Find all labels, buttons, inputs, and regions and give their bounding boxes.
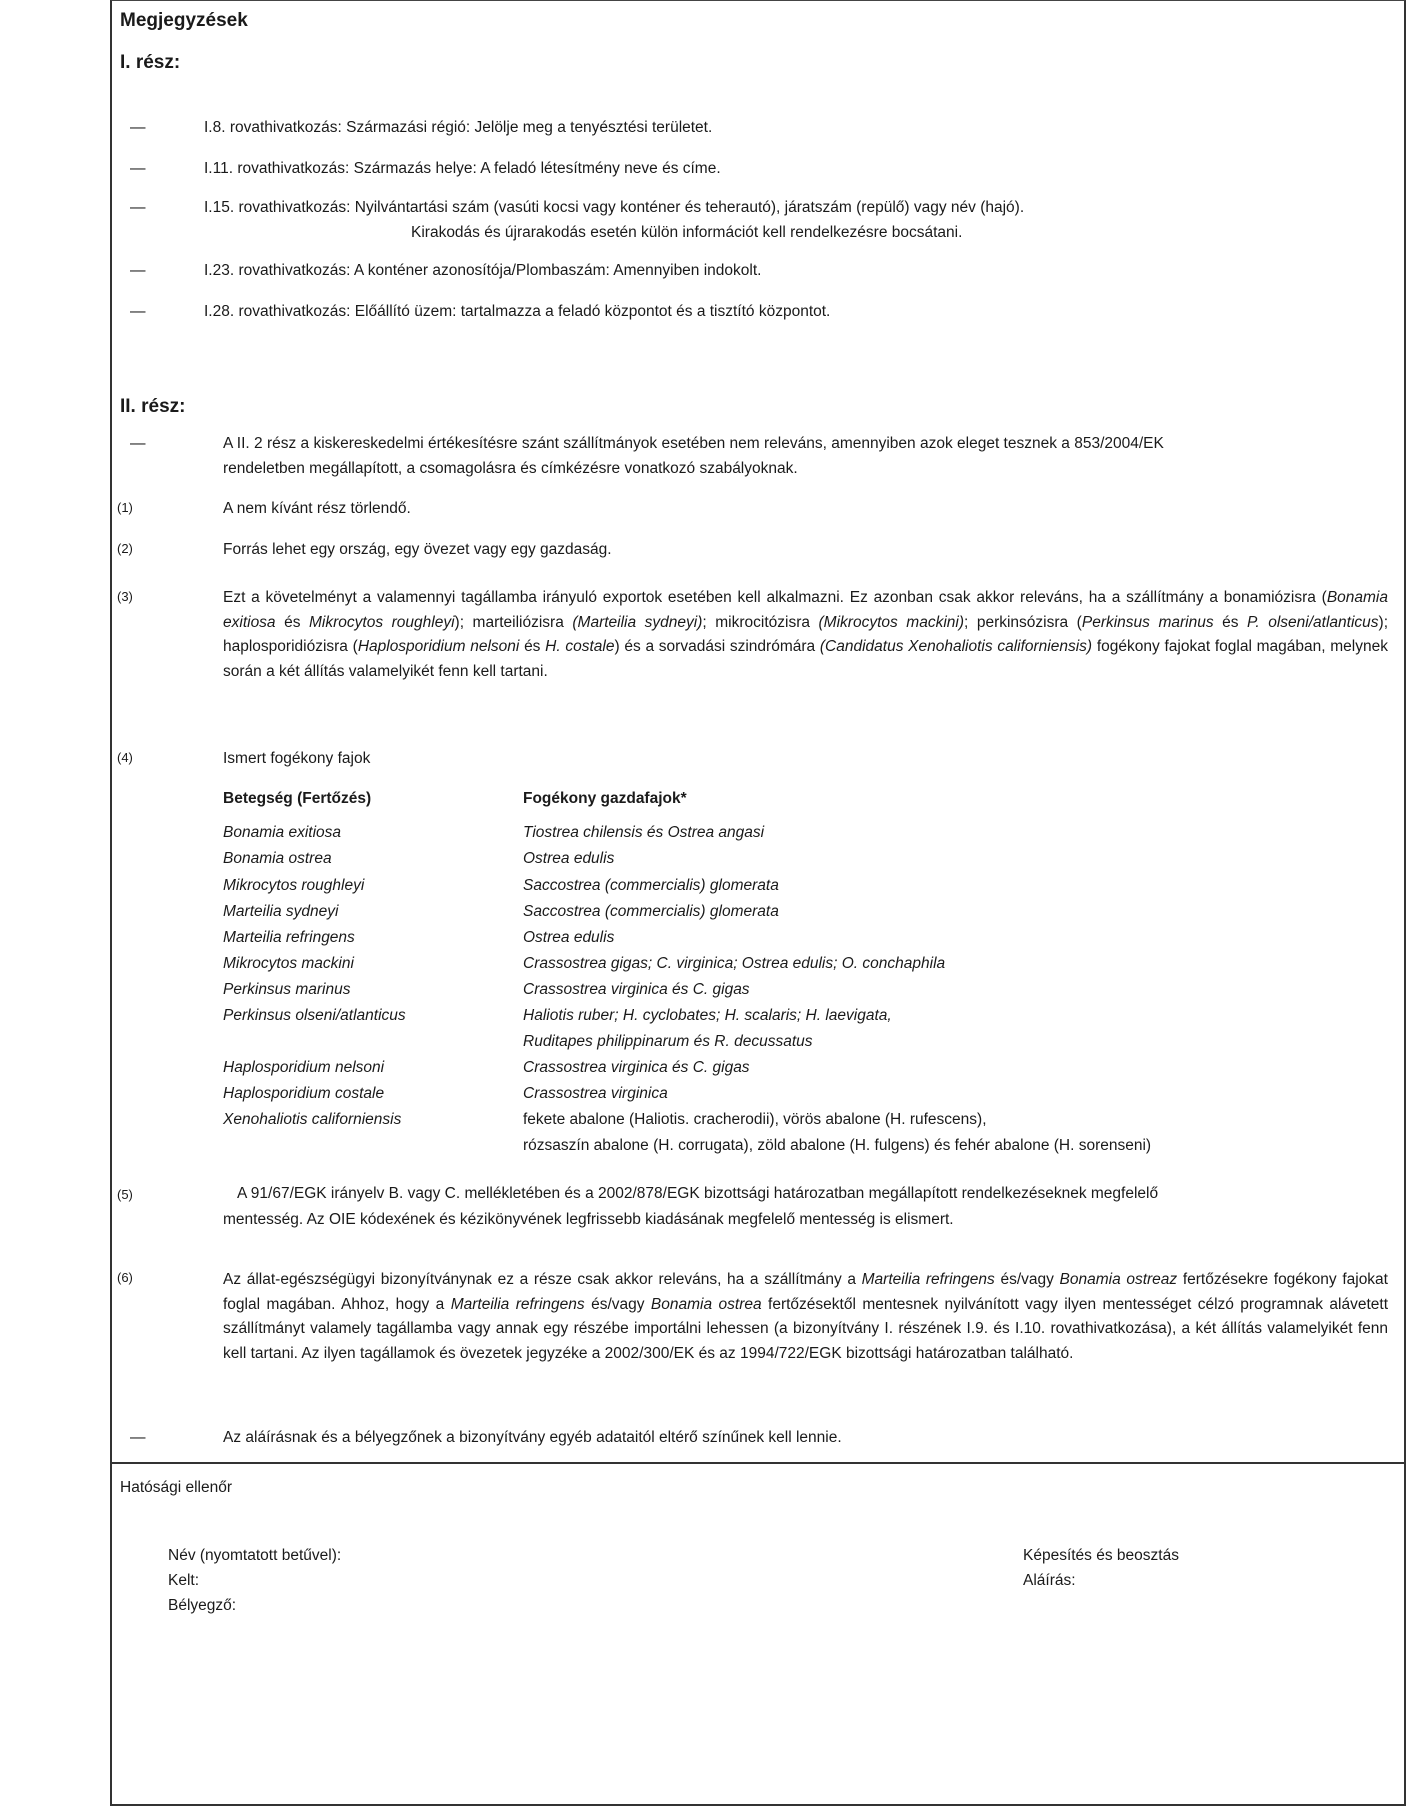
table-row-disease: Mikrocytos roughleyi (223, 877, 365, 894)
part1-item-3: I.15. rovathivatkozás: Nyilvántartási szám (vasúti kocsi vagy konténer és teherautó), járatszám (repülő) vagy név (hajó). (204, 199, 1025, 216)
table-row-hosts-continuation: rózsaszín abalone (H. corrugata), zöld abalone (H. fulgens) és fehér abalone (H. sorenseni) (523, 1137, 1152, 1154)
footnote-3-marker: (3) (117, 589, 133, 604)
table-row-hosts: fekete abalone (Haliotis. cracherodii), vörös abalone (H. rufescens), (523, 1111, 987, 1128)
part1-item-5-marker: — (130, 303, 146, 320)
table-header-hosts: Fogékony gazdafajok* (523, 790, 687, 807)
part1-item-1-marker: — (130, 119, 146, 136)
table-row-hosts: Haliotis ruber; H. cyclobates; H. scalaris; H. laevigata, (523, 1007, 892, 1024)
table-row-hosts: Crassostrea virginica és C. gigas (523, 981, 750, 998)
table-row-hosts: Crassostrea virginica és C. gigas (523, 1059, 750, 1076)
table-row-disease: Perkinsus marinus (223, 981, 351, 998)
table-row-disease: Haplosporidium costale (223, 1085, 385, 1102)
name-label: Név (nyomtatott betűvel): (168, 1547, 342, 1564)
part1-item-2: I.11. rovathivatkozás: Származás helye: A feladó létesítmény neve és címe. (204, 160, 721, 177)
footnote-6: Az állat-egészségügyi bizonyítványnak ez a része csak akkor releváns, ha a szállítmány a Marteilia refringens és/vagy Bonamia ostreaz fertőzésekre fogékony fajokat foglal magában. Ahhoz, hogy a Marteilia refringens és/vagy Bonamia ostrea fertőzésektől mentesnek nyilvánított vagy ilyen mentességet célzó programnak alávetett szállítmányt valamely tagállamba vagy annak egy részébe importálni lehessen (a bizonyítvány I. részének I.9. és I.10. rovathivatkozása), a két állítás valamelyikét fenn kell tartani. Az ilyen tagállamok és övezetek jegyzéke a 2002/300/EK és az 1994/722/EGK bizottsági határozatban található. (223, 1271, 1389, 1362)
closing-note: Az aláírásnak és a bélyegzőnek a bizonyítvány egyéb adataitól eltérő színűnek kell lennie. (223, 1429, 842, 1446)
footnote-5-line1: A 91/67/EGK irányelv B. vagy C. mellékletében és a 2002/878/EGK bizottsági határozatban megállapított rendelkezéseknek megfelelő (237, 1185, 1159, 1202)
table-row-hosts: Saccostrea (commercialis) glomerata (523, 903, 779, 920)
official-inspector-heading: Hatósági ellenőr (120, 1479, 233, 1496)
part2-heading: II. rész: (120, 396, 186, 417)
table-row-disease: Haplosporidium nelsoni (223, 1059, 385, 1076)
table-row-hosts: Saccostrea (commercialis) glomerata (523, 877, 779, 894)
table-row-hosts: Crassostrea virginica (523, 1085, 668, 1102)
part1-item-1: I.8. rovathivatkozás: Származási régió: Jelölje meg a tenyésztési területet. (204, 119, 713, 136)
footnote-5-marker: (5) (117, 1187, 133, 1202)
part1-item-5: I.28. rovathivatkozás: Előállító üzem: tartalmazza a feladó központot és a tisztító központot. (204, 303, 831, 320)
part1-item-3-marker: — (130, 199, 146, 216)
closing-note-marker: — (130, 1429, 146, 1446)
table-row-hosts: Ostrea edulis (523, 929, 615, 946)
table-row-disease: Perkinsus olseni/atlanticus (223, 1007, 406, 1024)
part1-item-3-continuation: Kirakodás és újrarakodás esetén külön információt kell rendelkezésre bocsátani. (411, 224, 963, 241)
table-row-hosts-continuation: Ruditapes philippinarum és R. decussatus (523, 1033, 813, 1050)
part1-item-4-marker: — (130, 262, 146, 279)
table-header-disease: Betegség (Fertőzés) (223, 790, 372, 807)
part2-intro-line2: rendeletben megállapított, a csomagolásra és címkézésre vonatkozó szabályoknak. (223, 460, 798, 477)
footnote-5-line2: mentesség. Az OIE kódexének és kézikönyvének legfrissebb kiadásának megfelelő mentesség is elismert. (223, 1211, 954, 1228)
table-row-disease: Bonamia ostrea (223, 850, 332, 867)
part1-heading: I. rész: (120, 52, 181, 73)
part1-item-2-marker: — (130, 160, 146, 177)
table-row-hosts: Crassostrea gigas; C. virginica; Ostrea edulis; O. conchaphila (523, 955, 946, 972)
footnote-1-marker: (1) (117, 500, 133, 515)
signature-label: Aláírás: (1023, 1572, 1076, 1589)
table-row-disease: Xenohaliotis californiensis (223, 1111, 402, 1128)
table-row-hosts: Ostrea edulis (523, 850, 615, 867)
footnote-3: Ezt a követelményt a valamennyi tagállamba irányuló exportok esetében kell alkalmazni. Ez azonban csak akkor releváns, ha a szállítmány a bonamiózisra (Bonamia exitiosa és Mikrocytos roughleyi); marteiliózisra (Marteilia sydneyi); mikrocitózisra (Mikrocytos mackini); perkinsózisra (Perkinsus marinus és P. olseni/atlanticus); haplosporidiózisra (Haplosporidium nelsoni és H. costale) és a sorvadási szindrómára (Candidatus Xenohaliotis californiensis) fogékony fajokat foglal magában, melynek során a két állítás valamelyikét fenn kell tartani. (223, 589, 1388, 680)
date-label: Kelt: (168, 1572, 200, 1589)
footnote-6-marker: (6) (117, 1270, 133, 1285)
part2-intro-line1: A II. 2 rész a kiskereskedelmi értékesítésre szánt szállítmányok esetében nem releváns, amennyiben azok eleget tesznek a 853/2004/EK (223, 435, 1164, 452)
page-title: Megjegyzések (120, 10, 248, 31)
table-row-disease: Marteilia refringens (223, 929, 355, 946)
table-row-disease: Marteilia sydneyi (223, 903, 339, 920)
table-row-disease: Mikrocytos mackini (223, 955, 354, 972)
footnote-4-marker: (4) (117, 750, 133, 765)
section-divider (110, 1462, 1406, 1464)
stamp-label: Bélyegző: (168, 1597, 237, 1614)
footnote-2-marker: (2) (117, 541, 133, 556)
footnote-1: A nem kívánt rész törlendő. (223, 500, 411, 517)
part2-intro-marker: — (130, 435, 146, 452)
part1-item-4: I.23. rovathivatkozás: A konténer azonosítója/Plombaszám: Amennyiben indokolt. (204, 262, 762, 279)
footnote-4: Ismert fogékony fajok (223, 750, 371, 767)
footnote-2: Forrás lehet egy ország, egy övezet vagy egy gazdaság. (223, 541, 612, 558)
table-row-disease: Bonamia exitiosa (223, 824, 342, 841)
qualification-label: Képesítés és beosztás (1023, 1547, 1179, 1564)
table-row-hosts: Tiostrea chilensis és Ostrea angasi (523, 824, 765, 841)
